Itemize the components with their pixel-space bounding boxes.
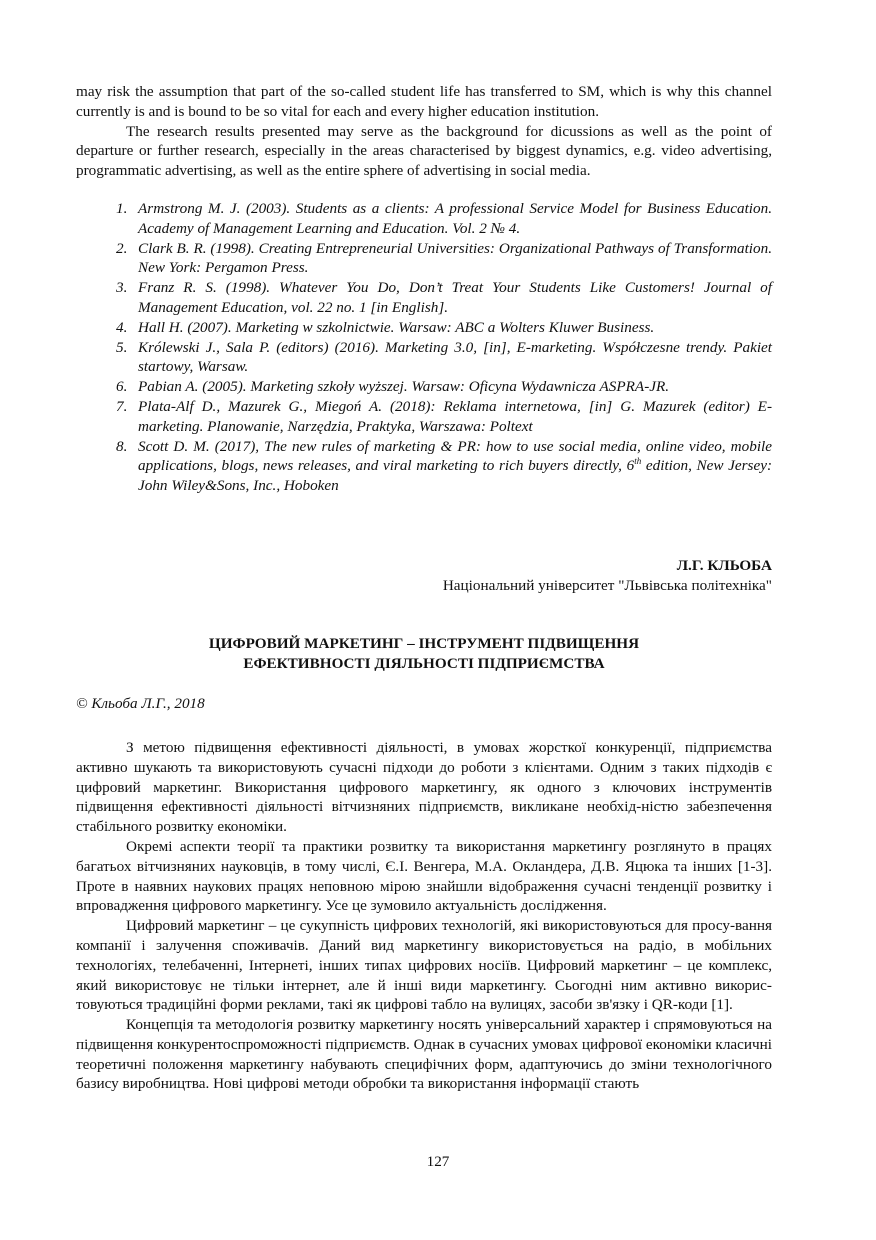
author-block bbox=[76, 556, 772, 596]
copyright-line: © Кльоба Л.Г., 2018 bbox=[76, 694, 205, 712]
reference-item: 5. Królewski J., Sala P. (editors) (2016). Marketing 3.0, [in], E-marketing. Współczesne trendy. Pakiet startowy, Warsaw. bbox=[116, 338, 772, 376]
body-paragraph: Цифровий маркетинг – це сукупність цифрових технологій, які використовуються для просу-вання компанії і залучення споживачів. Даний вид маркетингу використовується на радіо, в мобільних технологіях, телебаченні, Інтернеті, інших типах цифрових носіїв. Цифровий маркетинг – це комплекс, який використовує не тільки інтернет, але й інші види маркетингу. Сьогодні ним активно викорис-товуються традиційні форми реклами, такі як цифрові табло на вулицях, засоби зв'язку і QR-коди [1]. bbox=[76, 917, 772, 1014]
intro-paragraph-2: The research results presented may serve as the background for dicussions as well as the point of departure or further research, especially in the areas characterised by biggest dynamics, e.g. video advertising, programmatic advertising, as well as the entire sphere of advertising in social media. bbox=[76, 122, 772, 180]
reference-list bbox=[76, 199, 772, 496]
page-content bbox=[76, 82, 772, 1094]
reference-item: 2. Clark B. R. (1998). Creating Entrepreneurial Universities: Organizational Pathways of Transformation. New York: Pergamon Press. bbox=[116, 239, 772, 277]
affiliation: Національний університет "Львівська політехніка" bbox=[442, 576, 772, 594]
reference-item: 4. Hall H. (2007). Marketing w szkolnictwie. Warsaw: ABC a Wolters Kluwer Business. bbox=[116, 318, 655, 336]
author-name: Л.Г. КЛЬОБА bbox=[676, 556, 772, 574]
reference-item: 6. Pabian A. (2005). Marketing szkoły wyższej. Warsaw: Oficyna Wydawnicza ASPRA-JR. bbox=[116, 378, 670, 396]
reference-item: 7. Plata-Alf D., Mazurek G., Miegoń A. (2018): Reklama internetowa, [in] G. Mazurek (editor) E-marketing. Planowanie, Narzędzia, Praktyka, Warszawa: Poltext bbox=[116, 397, 772, 435]
article-title: ЦИФРОВИЙ МАРКЕТИНГ – ІНСТРУМЕНТ ПІДВИЩЕННЯ ЕФЕКТИВНОСТІ ДІЯЛЬНОСТІ ПІДПРИЄМСТВА bbox=[208, 634, 640, 672]
body-paragraph: Концепція та методологія розвитку маркетингу носять універсальний характер і спрямовуються на підвищення конкурентоспроможності підприємств. Однак в сучасних умовах цифрової економіки класичні теоретичні положення маркетингу набувають специфічних форм, адаптуючись до зміни технологічного базису виробництва. Нові цифрові методи обробки та використання інформації стають bbox=[76, 1016, 772, 1093]
article-body bbox=[76, 738, 772, 1094]
page-number: 127 bbox=[426, 1153, 450, 1170]
body-paragraph: З метою підвищення ефективності діяльності, в умовах жорсткої конкуренції, підприємства активно шукають та використовують сучасні підходи до роботи з клієнтами. Одним з таких підходів є цифровий маркетинг. Використання цифрового маркетингу, як одного з ключових інструментів підвищення ефективності діяльності вітчизняних підприємств, викликане необхід-ністю забезпечення стабільного розвитку економіки. bbox=[76, 738, 772, 836]
intro-paragraph-1: may risk the assumption that part of the so-called student life has transferred to SM, which is why this channel currently is and is bound to be so vital for each and every higher education institution. bbox=[76, 83, 772, 120]
body-paragraph: Окремі аспекти теорії та практики розвитку та використання маркетингу розглянуто в працях багатьох вітчизняних науковців, в тому числі, Є.І. Венгера, М.А. Окландера, Д.В. Яцюка та інших [1-3]. Проте в наявних наукових працях неповною мірою знайшли відображення сучасні тенденції розвитку і впровадження цифрового маркетингу. Усе це зумовило актуальність дослідження. bbox=[76, 837, 772, 915]
reference-item: 3. Franz R. S. (1998). Whatever You Do, Don’t Treat Your Students Like Customers! Journal of Management Education, vol. 22 no. 1 [in English]. bbox=[116, 279, 772, 316]
reference-item: 1. Armstrong M. J. (2003). Students as a clients: A professional Service Model for Business Education. Academy of Management Learning and Education. Vol. 2 № 4. bbox=[116, 199, 772, 237]
reference-item: 8. Scott D. M. (2017), The new rules of marketing & PR: how to use social media, online video, mobile applications, blogs, news releases, and viral marketing to rich buyers directly, 6th edition, New Jersey: John Wiley&Sons, Inc., Hoboken bbox=[116, 437, 772, 495]
